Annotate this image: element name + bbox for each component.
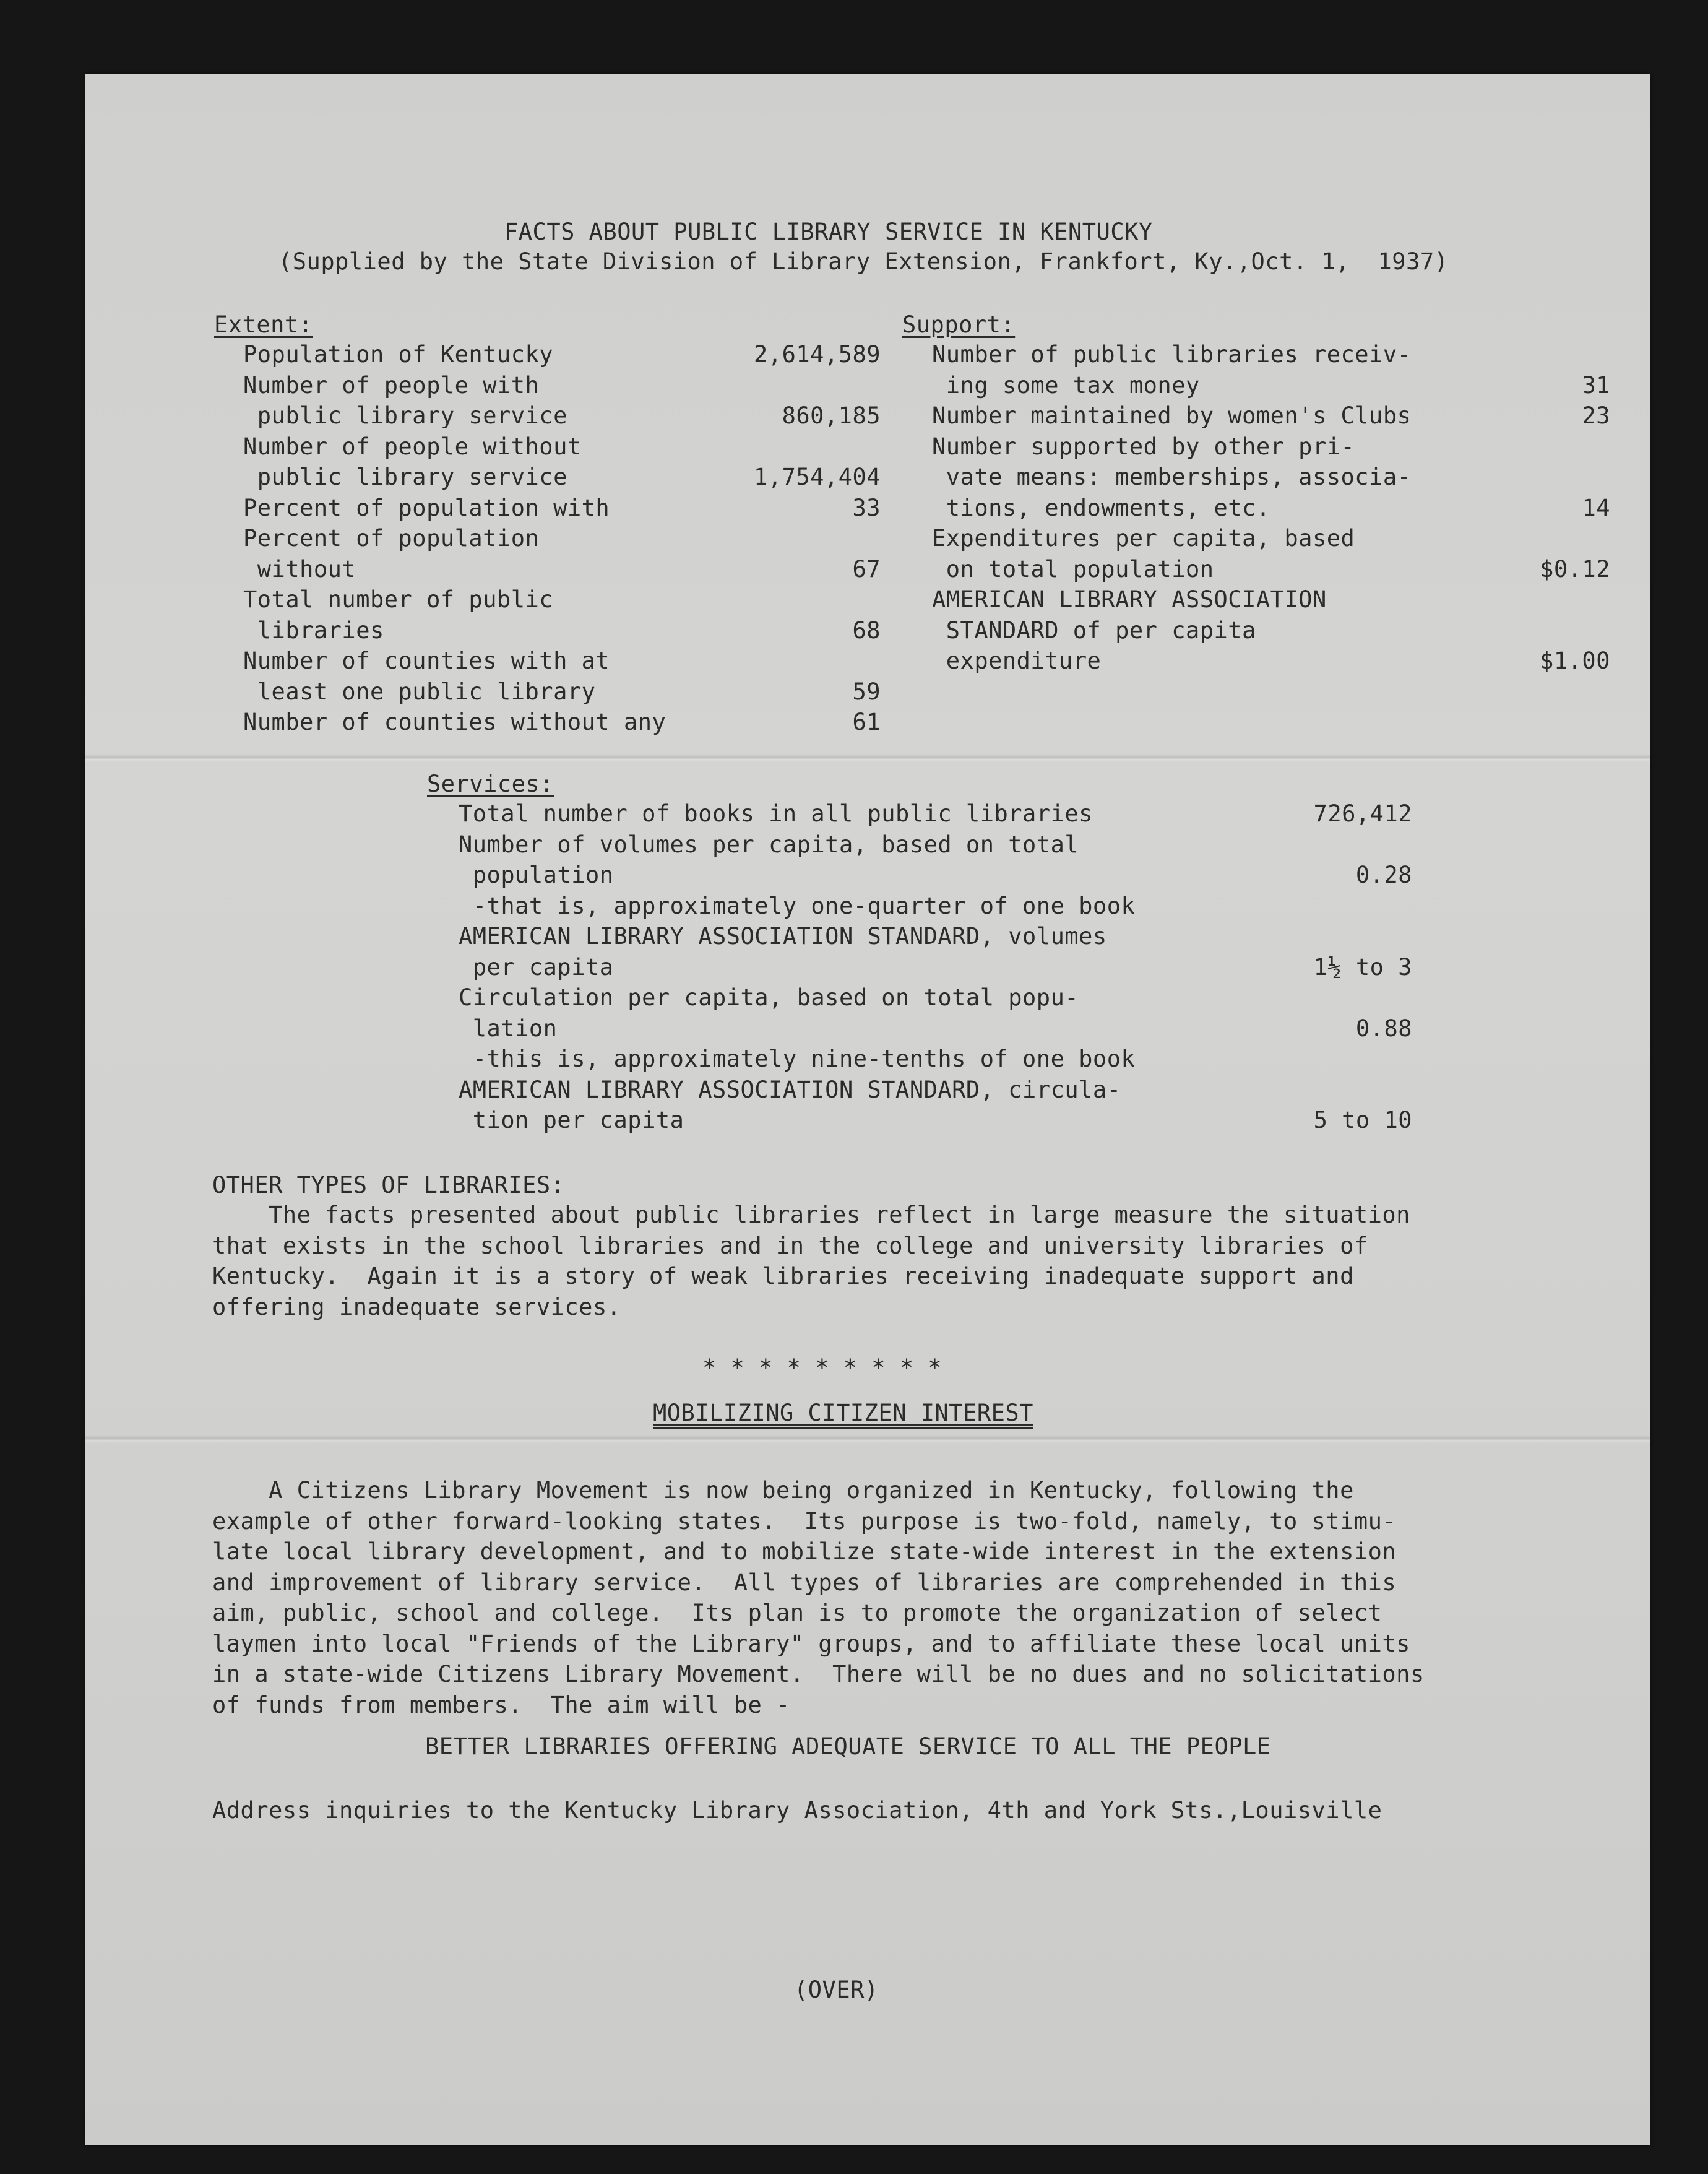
extent-row-value: 59	[852, 678, 881, 705]
services-row-value: 726,412	[1313, 800, 1412, 827]
support-row-value: 23	[1582, 402, 1610, 429]
extent-row-label: Percent of population with	[243, 494, 610, 521]
support-row-value: $1.00	[1540, 647, 1610, 674]
support-row-label: on total population	[932, 555, 1214, 582]
services-row-label: Total number of books in all public libraries	[459, 800, 1093, 827]
extent-row-value: 68	[852, 617, 881, 644]
services-row-label: Circulation per capita, based on total popu-	[459, 984, 1079, 1011]
extent-row-label: Number of counties with at	[243, 647, 610, 674]
support-row-label: AMERICAN LIBRARY ASSOCIATION	[932, 586, 1327, 613]
extent-row-label: Number of people with	[243, 371, 540, 399]
other-line: Kentucky. Again it is a story of weak libraries receiving inadequate support and	[212, 1263, 1354, 1289]
other-line: offering inadequate services.	[212, 1293, 621, 1320]
support-row-value: $0.12	[1540, 555, 1610, 582]
services-row-value: 0.28	[1355, 862, 1412, 888]
mobilizing-line: in a state-wide Citizens Library Movement. There will be no dues and no solicitations	[212, 1661, 1425, 1687]
extent-row-label: Percent of population	[243, 525, 540, 552]
extent-row-label: public library service	[243, 402, 567, 429]
services-row-label: -this is, approximately nine-tenths of one book	[459, 1046, 1136, 1072]
extent-row-label: Population of Kentucky	[243, 341, 554, 368]
extent-row-label: Number of people without	[243, 433, 582, 460]
services-row-label: -that is, approximately one-quarter of one book	[459, 892, 1136, 919]
support-row-label: STANDARD of per capita	[932, 617, 1256, 644]
paper-fold	[85, 754, 1650, 763]
support-row-label: Number of public libraries receiv-	[932, 341, 1412, 368]
mobilizing-line: A Citizens Library Movement is now being organized in Kentucky, following the	[212, 1477, 1354, 1504]
extent-row-value: 860,185	[782, 402, 881, 429]
address-line: Address inquiries to the Kentucky Library Association, 4th and York Sts.,Louisville	[212, 1797, 1382, 1824]
slogan: BETTER LIBRARIES OFFERING ADEQUATE SERVICE TO ALL THE PEOPLE	[425, 1733, 1271, 1760]
services-row-label: tion per capita	[459, 1107, 684, 1133]
support-row-value: 14	[1582, 494, 1610, 521]
extent-row-label: libraries	[243, 617, 384, 644]
services-row-label: lation	[459, 1015, 558, 1042]
support-heading: Support:	[902, 311, 1016, 338]
support-row-value: 31	[1582, 371, 1610, 399]
services-heading: Services:	[427, 771, 554, 797]
extent-row-value: 1,754,404	[754, 464, 881, 490]
services-row-label: per capita	[459, 953, 614, 981]
mobilizing-line: and improvement of library service. All types of libraries are comprehended in this	[212, 1569, 1397, 1596]
mobilizing-line: of funds from members. The aim will be -	[212, 1691, 790, 1718]
star-divider: * * * * * * * * *	[702, 1354, 942, 1381]
support-row-label: ing some tax money	[932, 371, 1200, 399]
support-row-label: Number maintained by women's Clubs	[932, 402, 1412, 429]
document-page	[85, 74, 1650, 2145]
mobilizing-line: example of other forward-looking states. Its purpose is two-fold, namely, to stimu-	[212, 1507, 1397, 1535]
extent-heading: Extent:	[214, 311, 313, 338]
mobilizing-line: laymen into local "Friends of the Library" groups, and to affiliate these local units	[212, 1630, 1410, 1657]
paper-fold	[85, 1435, 1650, 1444]
mobilizing-line: aim, public, school and college. Its plan is to promote the organization of select	[212, 1600, 1382, 1626]
document-subtitle: (Supplied by the State Division of Library Extension, Frankfort, Ky.,Oct. 1, 1937)	[278, 248, 1449, 275]
services-row-label: AMERICAN LIBRARY ASSOCIATION STANDARD, circula-	[459, 1076, 1121, 1103]
services-row-value: 0.88	[1355, 1015, 1412, 1042]
extent-row-label: least one public library	[243, 678, 596, 705]
support-row-label: tions, endowments, etc.	[932, 494, 1270, 521]
services-row-value: 1½ to 3	[1313, 953, 1412, 981]
over-note: (OVER)	[794, 1977, 879, 2003]
extent-row-value: 2,614,589	[754, 341, 881, 368]
support-row-label: expenditure	[932, 647, 1102, 674]
support-row-label: vate means: memberships, associa-	[932, 464, 1412, 490]
extent-row-label: Total number of public	[243, 586, 554, 613]
extent-row-label: public library service	[243, 464, 567, 490]
services-row-value: 5 to 10	[1313, 1107, 1412, 1133]
mobilizing-heading: MOBILIZING CITIZEN INTEREST	[653, 1400, 1033, 1426]
services-row-label: Number of volumes per capita, based on total	[459, 831, 1079, 858]
extent-row-label: without	[243, 555, 356, 582]
document-title: FACTS ABOUT PUBLIC LIBRARY SERVICE IN KENTUCKY	[504, 219, 1153, 245]
other-line: that exists in the school libraries and in the college and university libraries of	[212, 1232, 1368, 1259]
support-row-label: Expenditures per capita, based	[932, 525, 1355, 552]
extent-row-value: 67	[852, 555, 881, 582]
extent-row-label: Number of counties without any	[243, 709, 666, 735]
other-types-heading: OTHER TYPES OF LIBRARIES:	[212, 1172, 565, 1198]
mobilizing-line: late local library development, and to mobilize state-wide interest in the extension	[212, 1538, 1397, 1565]
services-row-label: AMERICAN LIBRARY ASSOCIATION STANDARD, volumes	[459, 923, 1107, 950]
services-row-label: population	[459, 862, 614, 888]
extent-row-value: 61	[852, 709, 881, 735]
other-line: The facts presented about public libraries reflect in large measure the situation	[212, 1202, 1410, 1228]
support-row-label: Number supported by other pri-	[932, 433, 1355, 460]
extent-row-value: 33	[852, 494, 881, 521]
